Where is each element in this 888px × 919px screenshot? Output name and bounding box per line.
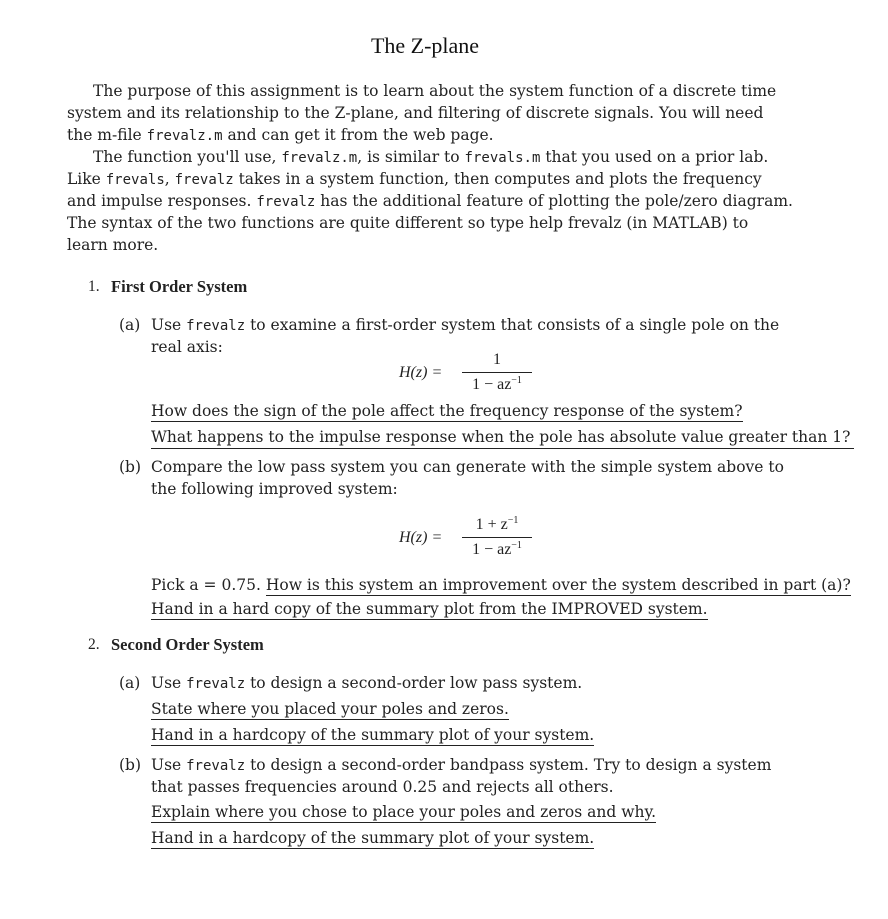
q-2b-2: Hand in a hardcopy of the summary plot of your system.: [151, 829, 595, 847]
eq1-fraction-bar: [462, 372, 532, 373]
q-2b-1: Explain where you chose to place your poles and zeros and why.: [151, 803, 657, 821]
intro-p2-line1: The function you'll use, frevalz.m, is similar to frevals.m that you used on a prior lab.: [93, 148, 769, 166]
intro-p1-line3: the m-file frevalz.m and can get it from the web page.: [67, 126, 494, 144]
item-1a-line1: Use frevalz to examine a first-order system that consists of a single pole on the: [151, 316, 780, 334]
intro-p2-line3: and impulse responses. frevalz has the additional feature of plotting the pole/zero diagram.: [67, 192, 793, 210]
item-1b-line1: Compare the low pass system you can generate with the simple system above to: [151, 458, 784, 476]
section-2-heading: Second Order System: [111, 635, 264, 654]
eq1-numerator: 1: [493, 351, 501, 368]
eq2-denominator: $1 - az^{-1}$: [472, 540, 522, 558]
item-2a-label: (a): [119, 674, 141, 692]
intro-p1-line1: The purpose of this assignment is to learn about the system function of a discrete time: [93, 82, 777, 100]
item-1a-label: (a): [119, 316, 141, 334]
item-2b-line2: that passes frequencies around 0.25 and rejects all others.: [151, 778, 614, 796]
q-1b-1: Pick a = 0.75. How is this system an improvement over the system described in part (a)?: [151, 576, 851, 594]
intro-p2-line4: The syntax of the two functions are quite different so type help frevalz (in MATLAB) to: [67, 214, 749, 232]
eq1-lhs: H(z) =: [399, 364, 443, 381]
code-frevalz-m: frevalz.m: [146, 128, 223, 144]
item-1b-line2: the following improved system:: [151, 480, 398, 498]
item-1b-label: (b): [119, 458, 142, 476]
q-1a-1: How does the sign of the pole affect the frequency response of the system?: [151, 402, 743, 420]
intro-p2-line2: Like frevals, frevalz takes in a system function, then computes and plots the frequency: [67, 170, 762, 188]
q-1a-2: What happens to the impulse response when the pole has absolute value greater than 1?: [151, 426, 854, 449]
page-title: The Z-plane: [370, 33, 480, 58]
eq2-numerator: $1 + z^{-1}$: [475, 515, 519, 533]
item-1a-line2: real axis:: [151, 338, 223, 356]
item-2b-label: (b): [119, 756, 142, 774]
eq2-lhs: H(z) =: [399, 529, 443, 546]
q-1b-2: Hand in a hard copy of the summary plot from the IMPROVED system.: [151, 600, 708, 618]
section-1-heading: First Order System: [111, 277, 248, 296]
item-2b-line1: Use frevalz to design a second-order bandpass system. Try to design a system: [151, 756, 772, 774]
q-2a-1: State where you placed your poles and zeros.: [151, 700, 509, 718]
eq1-denominator: $1 - az^{-1}$: [472, 375, 522, 393]
q-2a-2: Hand in a hardcopy of the summary plot of your system.: [151, 726, 595, 744]
intro-p1-line2: system and its relationship to the Z-plane, and filtering of discrete signals. You will need: [67, 104, 764, 122]
section-1-number: 1.: [88, 278, 100, 295]
section-2-number: 2.: [88, 636, 100, 653]
item-2a-line1: Use frevalz to design a second-order low pass system.: [151, 674, 583, 692]
intro-p2-line5: learn more.: [67, 236, 159, 254]
eq2-fraction-bar: [462, 537, 532, 538]
